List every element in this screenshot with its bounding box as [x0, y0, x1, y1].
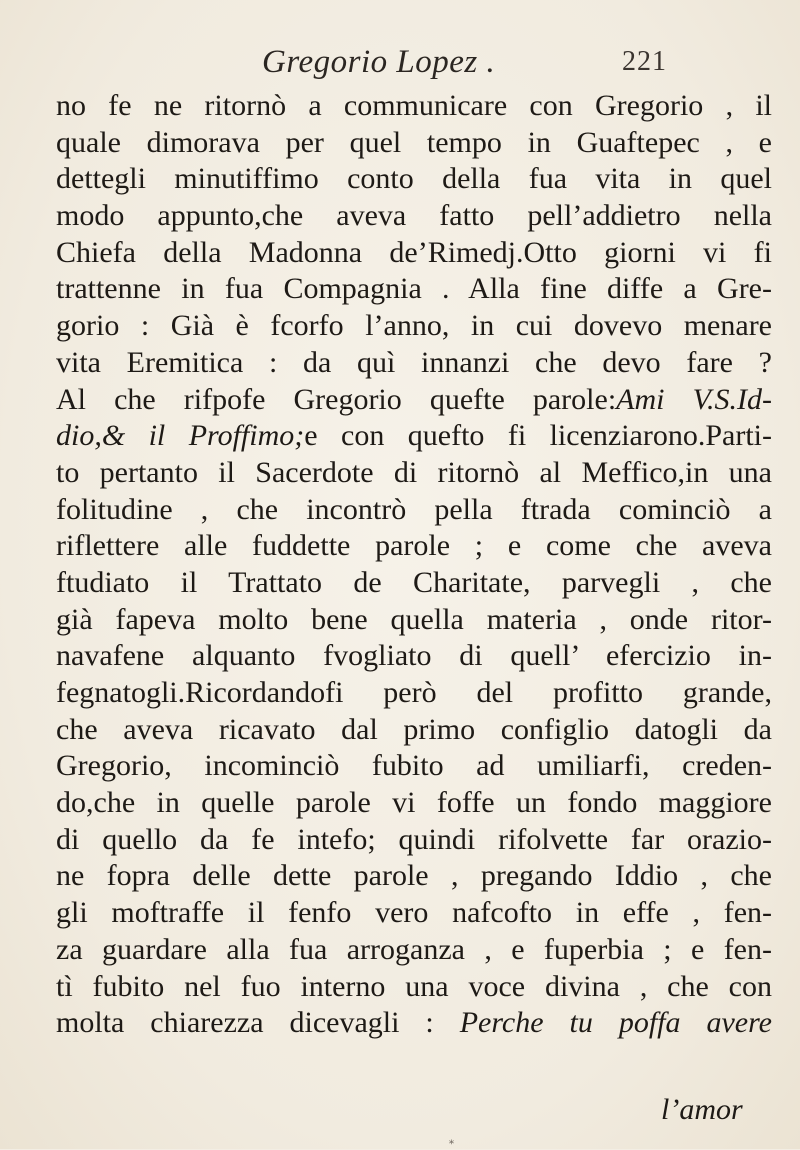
text-line: za guardare alla fua arroganza , e fuperbia ; e fen-	[56, 932, 772, 966]
text-line-mixed	[56, 418, 772, 455]
text-line: già fapeva molto bene quella materia , onde ritor-	[56, 602, 772, 636]
text-line: Gregorio, incominciò fubito ad umiliarfi, creden-	[56, 749, 772, 783]
body-text	[56, 88, 772, 1042]
text-line: gli moftraffe il fenfo vero nafcofto in effe , fen-	[56, 896, 772, 930]
text-line: tì fubito nel fuo interno una voce divina , che con	[56, 969, 772, 1003]
line-roman-part: molta chiarezza dicevagli :	[56, 1006, 434, 1040]
line-roman-part: Al che rifpofe Gregorio quefte parole:	[56, 382, 617, 416]
page-number: 221	[622, 46, 667, 77]
text-line: che aveva ricavato dal primo configlio datogli da	[56, 712, 772, 746]
text-line-mixed	[56, 1005, 772, 1042]
line-italic-part: Ami V.S.Id-	[616, 382, 772, 416]
text-line: trattenne in fua Compagnia . Alla fine diffe a Gre-	[56, 272, 772, 306]
text-line: fegnatogli.Ricordandofi però del profitto grande,	[56, 676, 772, 709]
text-line: ftudiato il Trattato de Charitate, parvegli , che	[56, 565, 772, 599]
text-line: navafene alquanto fvogliato di quell’ efercizio in-	[56, 639, 772, 673]
text-line: gorio : Già è fcorfo l’anno, in cui dovevo menare	[56, 309, 772, 343]
text-line: folitudine , che incontrò pella ftrada cominciò a	[56, 492, 772, 526]
text-line: quale dimorava per quel tempo in Guaftepec , e	[56, 125, 772, 159]
signature-mark: *	[449, 1139, 454, 1150]
catchword: l’amor	[661, 1093, 743, 1126]
text-line: do,che in quelle parole vi foffe un fondo maggiore	[56, 786, 772, 820]
line-roman-part: e con quefto fi licenziarono.Parti-	[304, 419, 772, 453]
running-head	[0, 44, 800, 84]
text-line: riflettere alle fuddette parole ; e come che aveva	[56, 529, 772, 563]
text-line: di quello da fe intefo; quindi rifolvette far orazio-	[56, 822, 772, 856]
text-line-mixed	[56, 382, 772, 419]
text-line: modo appunto,che aveva fatto pell’addietro nella	[56, 199, 772, 233]
line-italic-part: Perche tu poffa avere	[459, 1006, 772, 1040]
text-line: Chiefa della Madonna de’Rimedj.Otto giorni vi fi	[56, 235, 772, 269]
text-line: ne fopra delle dette parole , pregando Iddio , che	[56, 859, 772, 893]
text-line: no fe ne ritornò a communicare con Gregorio , il	[56, 89, 772, 122]
line-italic-part: dio,& il Proffimo;	[56, 419, 305, 453]
text-line: to pertanto il Sacerdote di ritornò al Meffico,in una	[56, 455, 772, 489]
text-line: vita Eremitica : da quì innanzi che devo fare ?	[56, 345, 772, 379]
text-line: dettegli minutiffimo conto della fua vita in quel	[56, 162, 772, 196]
running-title: Gregorio Lopez .	[262, 44, 496, 80]
